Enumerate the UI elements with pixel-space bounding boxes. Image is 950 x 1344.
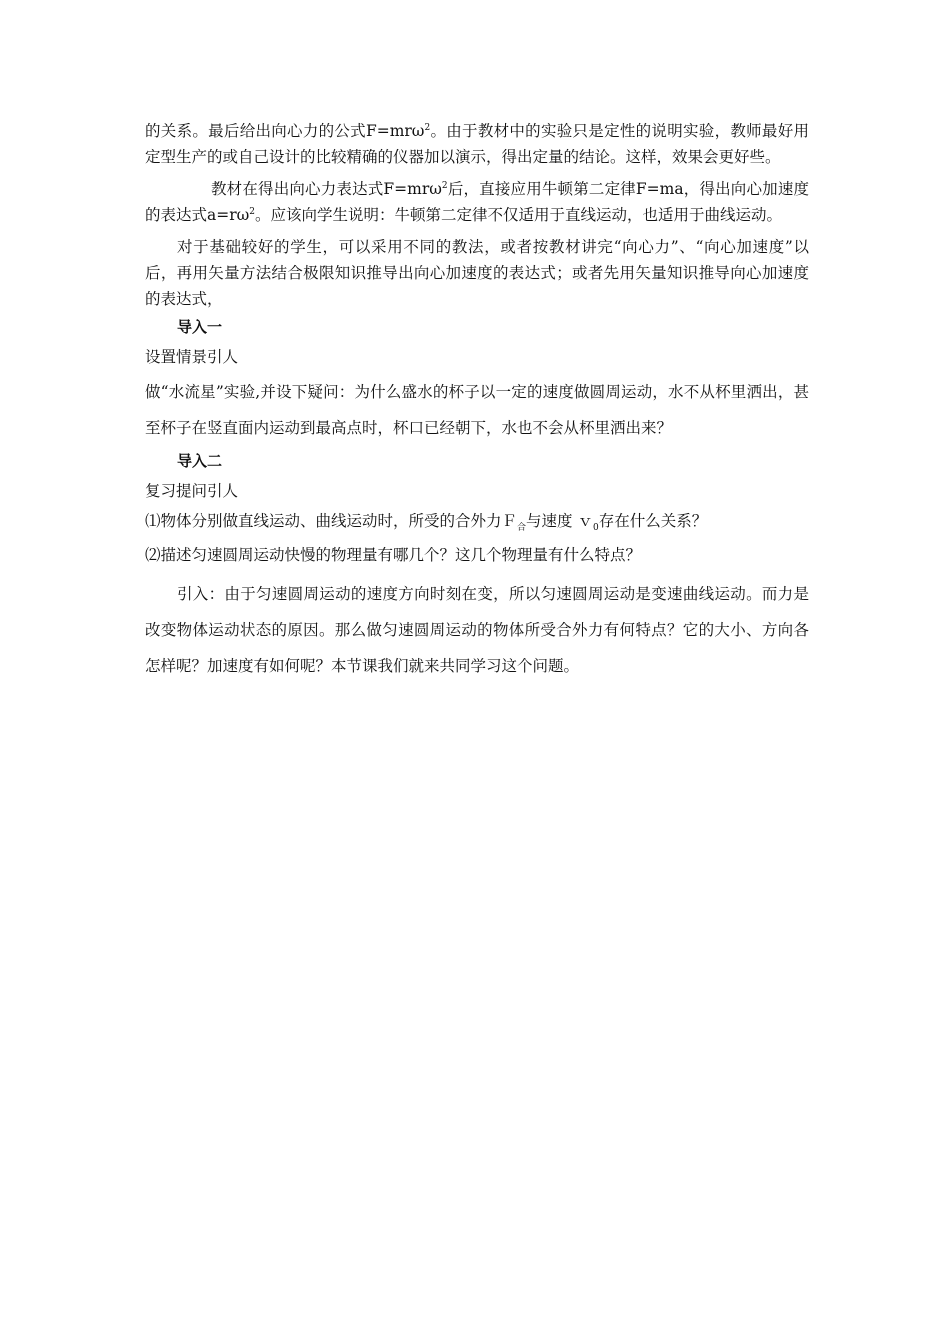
- q1-text-a: ⑴物体分别做直线运动、曲线运动时，所受的合外力Ｆ: [145, 512, 518, 530]
- p2-text-a: 教材在得出向心力表达式F=mrω: [211, 180, 442, 198]
- intro-two-heading: 导入二: [177, 452, 223, 470]
- lead-in-paragraph: 引入：由于匀速圆周运动的速度方向时刻在变，所以匀速圆周运动是变速曲线运动。而力是改变物体运动状态的原因。那么做匀速圆周运动的物体所受合外力有何特点？它的大小、方向各怎样呢？加速度有如何呢？本节课我们就来共同学习这个问题。: [145, 585, 809, 675]
- paragraph-newton-second-law: [145, 176, 809, 228]
- p2-superscript-1: 2: [441, 180, 448, 191]
- q1-text-b: 与速度 ｖ: [526, 512, 593, 530]
- p2-text-b: 后，直接应用牛顿第二定律F=ma，得出向心加速度的表达式a=rω: [145, 180, 809, 224]
- intro-two-subtitle: 复习提问引人: [145, 482, 239, 500]
- p1-superscript: 2: [424, 122, 431, 133]
- intro-one-heading: 导入一: [177, 318, 223, 336]
- p2-text-c: 。应该向学生说明：牛顿第二定律不仅适用于直线运动，也适用于曲线运动。: [255, 206, 783, 224]
- document-page: [145, 118, 809, 684]
- intro-one-subtitle: 设置情景引人: [145, 348, 239, 366]
- q1-text-c: 存在什么关系？: [598, 512, 708, 530]
- question-one: [145, 508, 809, 534]
- paragraph-teaching-methods: 对于基础较好的学生，可以采用不同的教法，或者按教材讲完“向心力”、“向心加速度”以后，再用矢量方法结合极限知识推导出向心加速度的表达式；或者先用矢量知识推导向心加速度的表达式，: [145, 238, 809, 308]
- p1-text-a: 的关系。最后给出向心力的公式F=mrω: [145, 122, 425, 140]
- p2-superscript-2: 2: [249, 206, 256, 217]
- q1-subscript-net: 合: [517, 523, 527, 534]
- question-two: ⑵描述匀速圆周运动快慢的物理量有哪几个？这几个物理量有什么特点？: [145, 546, 642, 564]
- paragraph-centripetal-force-formula: [145, 118, 809, 170]
- intro-one-body: 做“水流星”实验,并设下疑问：为什么盛水的杯子以一定的速度做圆周运动，水不从杯里洒出，甚至杯子在竖直面内运动到最高点时，杯口已经朝下，水也不会从杯里洒出来？: [145, 383, 809, 437]
- q1-subscript-zero: 0: [592, 523, 599, 534]
- p1-text-b: 。由于教材中的实验只是定性的说明实验，教师最好用定型生产的或自己设计的比较精确的仪器加以演示，得出定量的结论。这样，效果会更好些。: [145, 122, 809, 166]
